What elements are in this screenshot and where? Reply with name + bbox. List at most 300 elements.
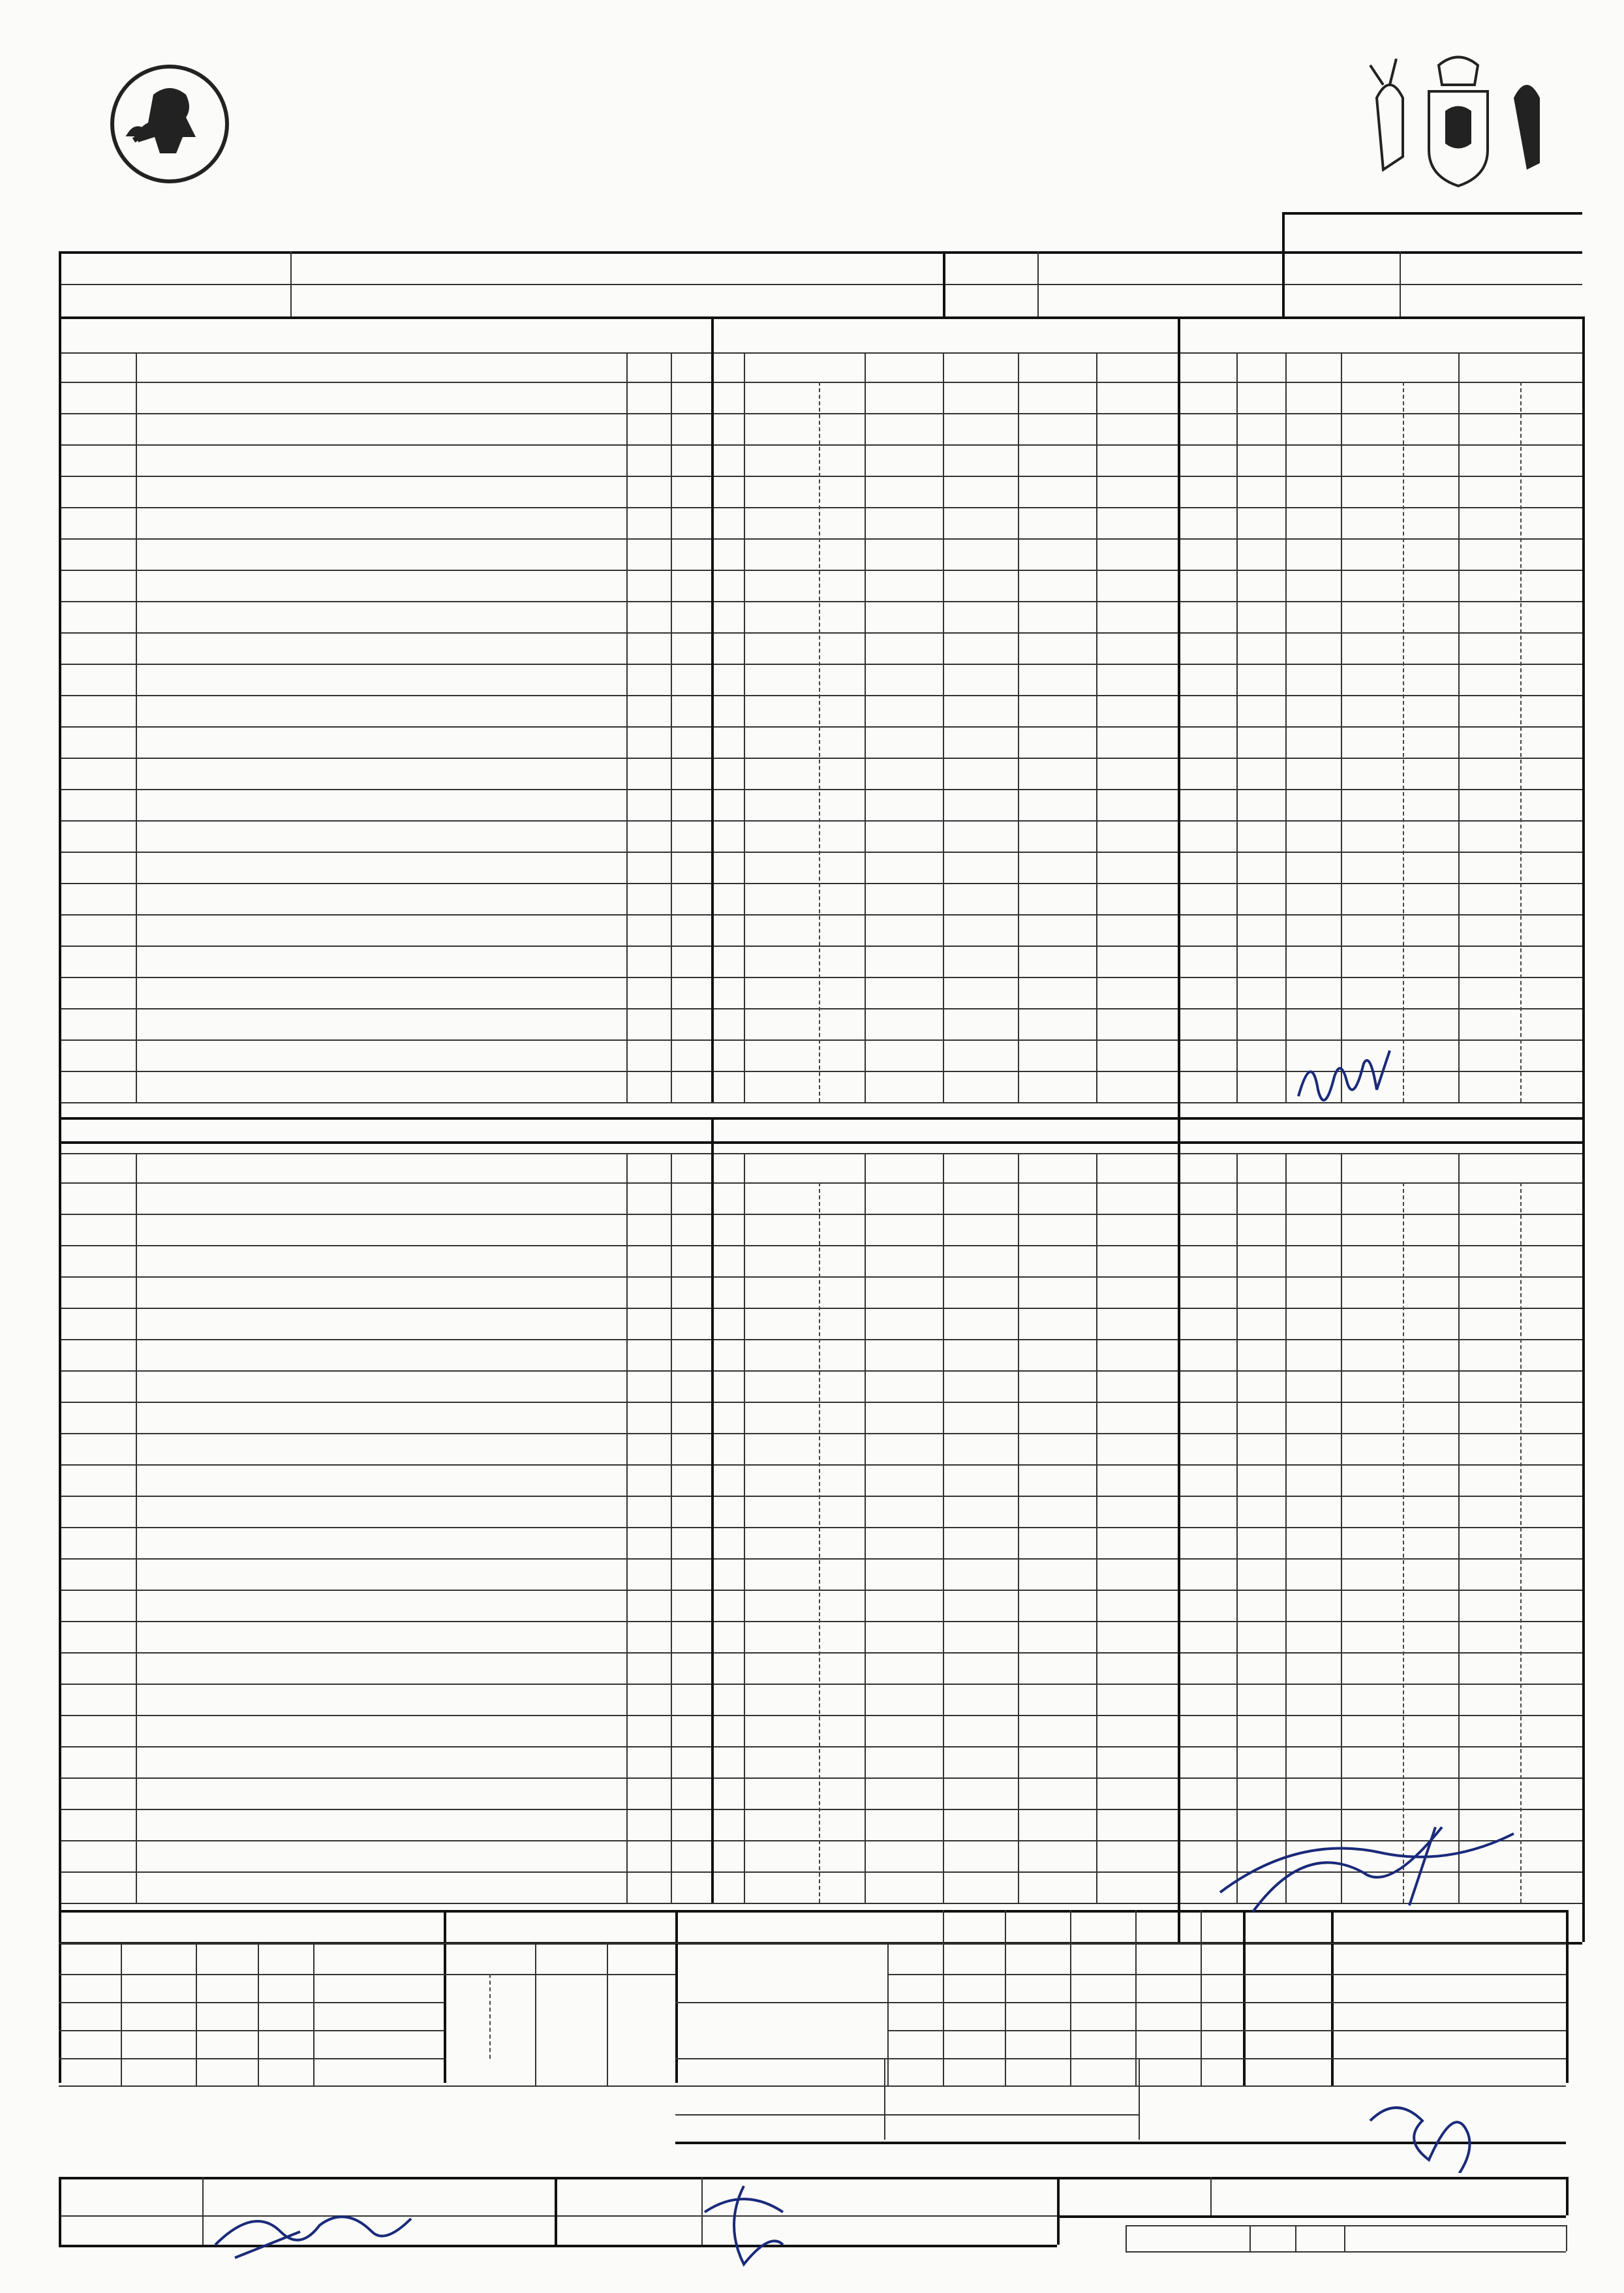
goal-cell — [1096, 1245, 1178, 1276]
goalie-time-cell — [489, 2002, 532, 2030]
goal-cell — [744, 1245, 819, 1276]
player-played — [671, 507, 711, 538]
penalty-cell — [1178, 507, 1236, 538]
period-total — [1243, 1974, 1331, 2003]
goal-cell — [943, 1339, 1018, 1370]
player-number — [69, 1715, 134, 1746]
penalty-cell — [1285, 1370, 1341, 1402]
penalty-cell — [1341, 1339, 1403, 1370]
player-played — [671, 1621, 711, 1652]
column-header — [744, 352, 865, 382]
penalty-cell — [1341, 1182, 1403, 1214]
player-number — [69, 1402, 134, 1433]
penalty-cell — [1285, 1182, 1341, 1214]
player-number — [69, 601, 134, 632]
player-name — [149, 538, 625, 570]
goal-cell — [711, 444, 744, 476]
goalie-time-cell — [607, 2030, 675, 2058]
player-name — [149, 1433, 625, 1464]
goal-cell — [1096, 1339, 1178, 1370]
goal-cell — [1018, 413, 1096, 444]
penalty-cell — [1178, 538, 1236, 570]
game-time-cell — [1514, 1974, 1563, 2003]
goal-cell — [943, 1245, 1018, 1276]
penalty-judges-label — [682, 2061, 881, 2114]
player-position — [626, 632, 671, 664]
player-name — [149, 1402, 625, 1433]
penalty-cell — [1458, 413, 1520, 444]
venue-name — [294, 284, 940, 316]
player-position — [626, 1402, 671, 1433]
signature-icon — [1292, 1044, 1396, 1116]
rule-line — [1566, 2177, 1569, 2215]
player-played — [671, 1684, 711, 1715]
goalie-time-cell — [447, 2002, 489, 2030]
column-header — [626, 1153, 671, 1182]
goal-cell — [711, 1402, 744, 1433]
penalty-cell — [1520, 538, 1582, 570]
goal-cell — [819, 1214, 865, 1245]
coat-of-arms-icon — [1357, 46, 1559, 206]
penalty-cell — [1403, 507, 1458, 538]
period-cell — [943, 2002, 1005, 2031]
player-number — [69, 1777, 134, 1809]
penalty-cell — [1236, 1214, 1285, 1245]
column-header — [744, 1153, 865, 1182]
period-cell — [1005, 1974, 1070, 2003]
player-position — [626, 1308, 671, 1339]
penalty-cell — [1458, 1308, 1520, 1339]
column-header — [1135, 1910, 1201, 1943]
goal-cell — [819, 1276, 865, 1308]
rule-line — [59, 316, 61, 1141]
player-played — [671, 1777, 711, 1809]
penalty-cell — [1520, 1214, 1582, 1245]
goal-cell — [1096, 444, 1178, 476]
rule-line — [290, 251, 292, 316]
period-cell — [1070, 1974, 1135, 2003]
goal-cell — [943, 1308, 1018, 1339]
goal-cell — [865, 413, 943, 444]
player-name — [149, 1276, 625, 1308]
penalty-cell — [1178, 382, 1236, 413]
player-position — [626, 476, 671, 507]
player-position — [626, 1558, 671, 1590]
signature-icon — [1357, 2082, 1488, 2173]
column-header — [943, 1910, 1005, 1943]
penalty-cell — [1178, 444, 1236, 476]
penalty-cell — [1178, 413, 1236, 444]
player-name — [149, 1715, 625, 1746]
penalty-cell — [1403, 1308, 1458, 1339]
goal-cell — [744, 1402, 819, 1433]
period-cell — [1070, 2030, 1135, 2059]
period-total — [1243, 1943, 1331, 1972]
penalty-cell — [1520, 444, 1582, 476]
rule-line — [1582, 1117, 1585, 1942]
goal-cell — [1018, 1276, 1096, 1308]
player-number — [69, 1496, 134, 1527]
goal-cell — [1018, 382, 1096, 413]
goal-cell — [819, 1370, 865, 1402]
player-name — [149, 1621, 625, 1652]
penalty-cell — [1285, 1276, 1341, 1308]
goal-cell — [744, 1308, 819, 1339]
player-position — [626, 507, 671, 538]
game-label — [1295, 251, 1400, 284]
player-played — [671, 1433, 711, 1464]
player-position — [626, 570, 671, 601]
goal-cell — [865, 1182, 943, 1214]
player-played — [671, 382, 711, 413]
penalty-cell — [1236, 1308, 1285, 1339]
player-number — [69, 1746, 134, 1777]
goal-cell — [1018, 1214, 1096, 1245]
penalty-judge-name — [887, 2061, 1139, 2088]
player-name — [149, 570, 625, 601]
player-played — [671, 1746, 711, 1777]
penalty-cell — [1285, 1308, 1341, 1339]
penalty-cell — [1403, 444, 1458, 476]
rule-line — [59, 789, 1582, 790]
player-name — [149, 1684, 625, 1715]
goalie-time-title — [447, 1910, 672, 1943]
penalty-cell — [1178, 1370, 1236, 1402]
goal-cell — [865, 444, 943, 476]
player-name — [149, 382, 625, 413]
column-header — [1178, 352, 1236, 382]
penalty-cell — [1285, 1245, 1341, 1276]
column-header — [1236, 1153, 1285, 1182]
period-cell — [1070, 2002, 1135, 2031]
penalty-cell — [1178, 1214, 1236, 1245]
player-name — [149, 601, 625, 632]
penalty-cell — [1236, 1245, 1285, 1276]
period-cell — [1005, 2002, 1070, 2031]
column-header — [136, 352, 626, 382]
column-header — [1018, 1153, 1096, 1182]
game-time-cell — [1514, 2002, 1563, 2031]
sign-label — [65, 2215, 202, 2245]
player-played — [671, 695, 711, 726]
penalty-cell — [1236, 444, 1285, 476]
penalty-cell — [1341, 476, 1403, 507]
player-number — [69, 476, 134, 507]
signature-icon — [209, 2199, 418, 2271]
player-number — [69, 1558, 134, 1590]
penalty-cell — [1520, 1182, 1582, 1214]
player-number — [69, 1339, 134, 1370]
game-time-cell — [1455, 1974, 1507, 2003]
penalty-cell — [1458, 1276, 1520, 1308]
column-header — [1005, 1910, 1070, 1943]
column-header — [59, 352, 136, 382]
penalty-cell — [1236, 413, 1285, 444]
penalty-cell — [1403, 413, 1458, 444]
player-played — [671, 1464, 711, 1496]
player-number — [69, 1214, 134, 1245]
goal-cell — [744, 1276, 819, 1308]
rule-line — [59, 1008, 1582, 1009]
player-number — [69, 1590, 134, 1621]
penalty-cell — [1458, 538, 1520, 570]
penalty-cell — [1520, 1370, 1582, 1402]
goal-cell — [943, 1182, 1018, 1214]
chief-judge-label — [65, 2177, 202, 2215]
game-time-cell — [1514, 1943, 1563, 1972]
player-position — [626, 1214, 671, 1245]
rule-line — [444, 1910, 446, 2083]
penalty-cell — [1458, 507, 1520, 538]
player-position — [626, 1370, 671, 1402]
rule-line — [59, 820, 1582, 822]
goal-cell — [1018, 1182, 1096, 1214]
penalty-cell — [1178, 1276, 1236, 1308]
goal-cell — [865, 1370, 943, 1402]
player-number — [69, 1652, 134, 1684]
goal-cell — [1096, 1214, 1178, 1245]
player-played — [671, 1339, 711, 1370]
penalty-cell — [1178, 1245, 1236, 1276]
penalty-cell — [1341, 1276, 1403, 1308]
penalty-cell — [1285, 1339, 1341, 1370]
penalty-cell — [1236, 1276, 1285, 1308]
player-name — [149, 758, 625, 789]
player-name — [149, 1464, 625, 1496]
player-name — [149, 1496, 625, 1527]
goal-cell — [865, 382, 943, 413]
player-position — [626, 1182, 671, 1214]
date-label — [956, 251, 1034, 284]
rule-line — [136, 352, 137, 1102]
period-cell — [1005, 2030, 1070, 2059]
rule-line — [59, 1910, 61, 2083]
player-position — [626, 1464, 671, 1496]
goal-cell — [819, 444, 865, 476]
penalty-cell — [1341, 444, 1403, 476]
goal-cell — [711, 1308, 744, 1339]
goal-cell — [819, 413, 865, 444]
player-played — [671, 444, 711, 476]
goal-cell — [1096, 1402, 1178, 1433]
shootout-title — [62, 1910, 440, 1943]
goalie-time-cell — [447, 2030, 489, 2058]
player-name — [149, 1245, 625, 1276]
player-played — [671, 1370, 711, 1402]
goal-cell — [1096, 1276, 1178, 1308]
dashed-line — [819, 382, 820, 1102]
goal-cell — [865, 1276, 943, 1308]
rule-line — [59, 2002, 444, 2003]
column-header — [671, 352, 711, 382]
signature-icon — [1214, 1814, 1540, 1925]
player-played — [671, 1182, 711, 1214]
penalty-cell — [1520, 1339, 1582, 1370]
player-position — [626, 601, 671, 632]
goal-cell — [711, 382, 744, 413]
rule-line — [59, 1809, 1582, 1810]
penalty-cell — [1458, 1339, 1520, 1370]
player-number — [69, 632, 134, 664]
goal-cell — [943, 382, 1018, 413]
player-played — [671, 664, 711, 695]
column-header — [1096, 352, 1178, 382]
goal-cell — [711, 1245, 744, 1276]
penalty-cell — [1520, 382, 1582, 413]
player-position — [626, 413, 671, 444]
time-label — [956, 284, 1034, 316]
penalty-cell — [1458, 476, 1520, 507]
goal-cell — [819, 1182, 865, 1214]
goal-cell — [865, 1339, 943, 1370]
goal-cell — [943, 1276, 1018, 1308]
period-cell — [943, 1974, 1005, 2003]
goal-cell — [1096, 413, 1178, 444]
player-number — [69, 1276, 134, 1308]
rule-line — [202, 2177, 204, 2245]
period-cell — [1005, 1943, 1070, 1972]
goal-cell — [744, 1182, 819, 1214]
player-number — [69, 758, 134, 789]
goal-cell — [865, 1245, 943, 1276]
rule-line — [59, 852, 1582, 853]
player-name — [149, 726, 625, 758]
player-played — [671, 476, 711, 507]
player-number — [69, 1433, 134, 1464]
rule-line — [59, 2058, 444, 2059]
goal-cell — [819, 1245, 865, 1276]
player-played — [671, 413, 711, 444]
rule-line — [1126, 2251, 1566, 2253]
goal-cell — [744, 413, 819, 444]
penalty-cell — [1403, 1370, 1458, 1402]
player-name — [149, 507, 625, 538]
penalty-cell — [1520, 413, 1582, 444]
player-name — [149, 1590, 625, 1621]
rule-line — [1210, 2177, 1212, 2215]
column-header — [258, 1943, 313, 1974]
player-position — [626, 1652, 671, 1684]
period-total — [1243, 2030, 1331, 2059]
rule-line — [59, 977, 1582, 978]
remarks-label — [1126, 2225, 1249, 2251]
player-position — [626, 758, 671, 789]
spectators-label — [1295, 284, 1400, 316]
column-header — [626, 352, 671, 382]
venue-label — [78, 284, 287, 316]
player-position — [626, 1276, 671, 1308]
player-position — [626, 382, 671, 413]
goal-cell — [711, 1214, 744, 1245]
goal-cell — [943, 1402, 1018, 1433]
column-header — [1178, 1153, 1236, 1182]
column-header — [1018, 352, 1096, 382]
column-header — [1285, 1153, 1341, 1182]
sign-label — [561, 2215, 701, 2245]
timekeeper-label — [682, 2116, 881, 2142]
column-header — [59, 1943, 121, 1974]
player-number — [69, 570, 134, 601]
column-header — [196, 1943, 258, 1974]
timekeeper-name — [887, 2116, 1139, 2142]
date-value — [1050, 251, 1279, 284]
column-header — [1096, 1153, 1178, 1182]
penalty-cell — [1236, 1370, 1285, 1402]
column-header — [607, 1943, 675, 1974]
player-position — [626, 1339, 671, 1370]
goal-cell — [819, 1339, 865, 1370]
player-position — [626, 1496, 671, 1527]
player-number — [69, 413, 134, 444]
penalty-cell — [1285, 1214, 1341, 1245]
penalty-cell — [1403, 382, 1458, 413]
rule-line — [1282, 212, 1582, 215]
column-header — [1458, 352, 1582, 382]
player-number — [69, 1182, 134, 1214]
rule-line — [59, 883, 1582, 884]
goalie-time-cell — [535, 2002, 607, 2030]
goal-cell — [1096, 1182, 1178, 1214]
player-position — [626, 1746, 671, 1777]
player-position — [626, 1590, 671, 1621]
player-played — [671, 1715, 711, 1746]
goal-cell — [943, 444, 1018, 476]
column-header — [535, 1943, 607, 1974]
player-number — [69, 382, 134, 413]
penalty-cell — [1285, 507, 1341, 538]
rule-line — [1566, 2225, 1567, 2251]
goal-cell — [819, 1402, 865, 1433]
rule-line — [1057, 2215, 1566, 2218]
goalie-time-cell — [489, 1974, 532, 2002]
goal-cell — [711, 1182, 744, 1214]
goal-cell — [819, 1308, 865, 1339]
team-code — [887, 1943, 943, 1974]
player-number — [69, 444, 134, 476]
team-code — [887, 1974, 943, 2005]
column-header — [121, 1943, 196, 1974]
goal-cell — [1018, 444, 1096, 476]
game-time-cell — [1455, 2002, 1507, 2031]
penalty-cell — [1341, 382, 1403, 413]
player-number — [69, 1684, 134, 1715]
period-total — [1243, 2002, 1331, 2031]
game-time-cell — [1455, 1943, 1507, 1972]
goals-label — [679, 1945, 884, 2002]
player-number — [69, 507, 134, 538]
period-cell — [1070, 1943, 1135, 1972]
penalty-cell — [1236, 1182, 1285, 1214]
team-title — [72, 316, 705, 352]
chief-judge-label — [561, 2177, 701, 2215]
player-number — [69, 1464, 134, 1496]
spectators-value — [1403, 284, 1572, 316]
penalty-cell — [1520, 1308, 1582, 1339]
column-header — [943, 1153, 1018, 1182]
column-header — [1236, 352, 1285, 382]
column-header — [313, 1943, 444, 1974]
penalties-title — [1181, 1117, 1579, 1153]
player-number — [69, 695, 134, 726]
goal-cell — [711, 413, 744, 444]
penalty-cell — [1458, 1245, 1520, 1276]
player-position — [626, 538, 671, 570]
team-title — [72, 1117, 705, 1153]
rule-line — [943, 251, 945, 316]
player-position — [626, 664, 671, 695]
game-time-cell — [1455, 2030, 1507, 2059]
penalty-cell — [1285, 538, 1341, 570]
